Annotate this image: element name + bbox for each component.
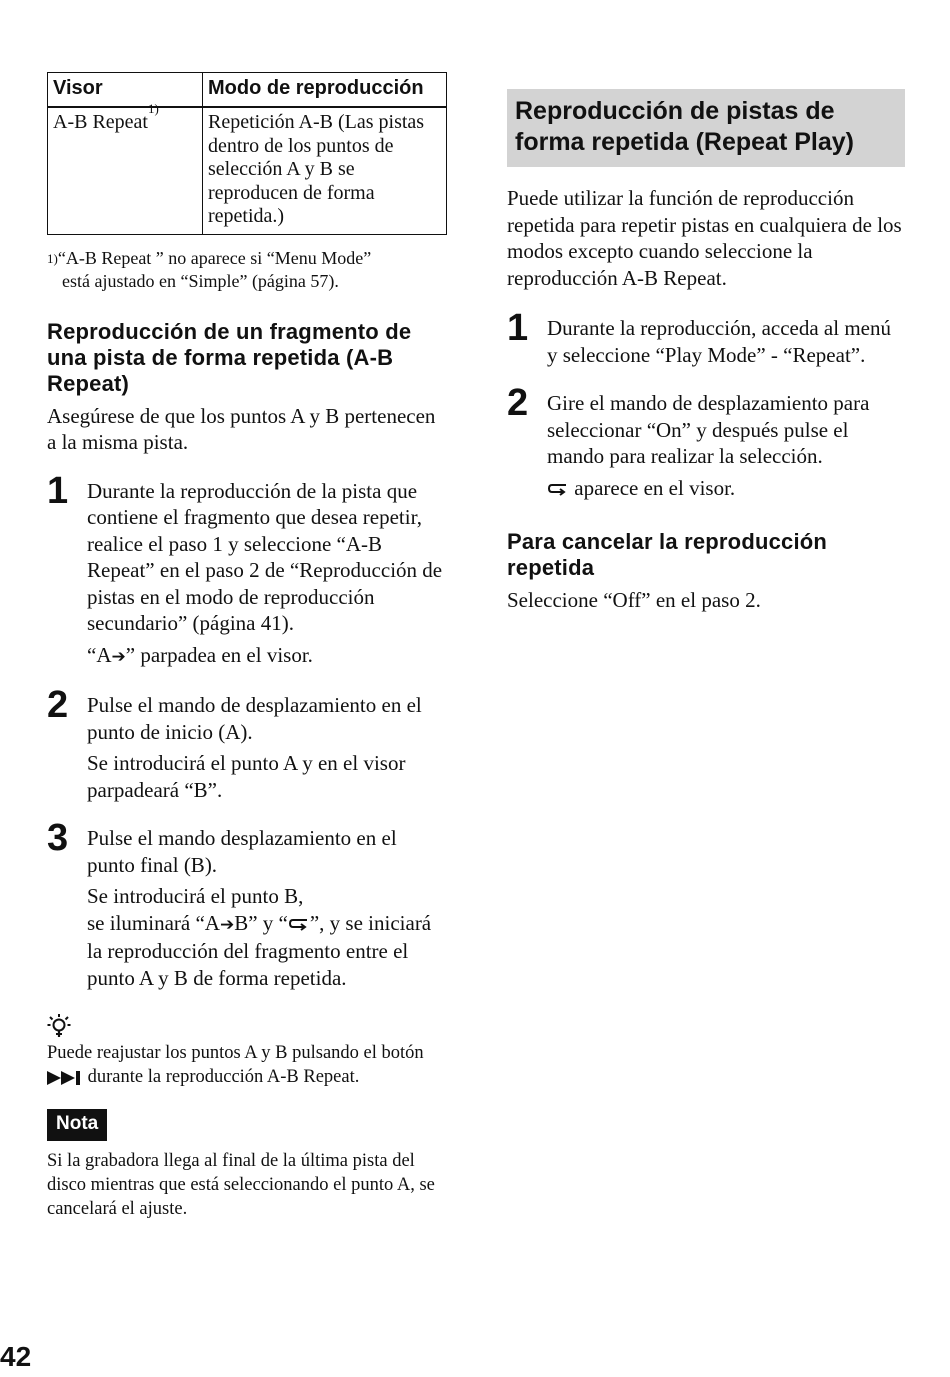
- repeat-step-2: [507, 382, 905, 501]
- ab-repeat-heading: Reproducción de un fragmento de una pista de forma repetida (A-B Repeat): [47, 318, 412, 396]
- display-mode-table: [47, 72, 447, 235]
- cancel-heading: Para cancelar la reproducción repetida: [507, 529, 828, 580]
- repeat-icon: [288, 917, 310, 933]
- ab-repeat-intro: Asegúrese de que los puntos A y B pertenecen a la misma pista.: [47, 403, 436, 454]
- table-cell-display: A-B Repeat$^{1)}$: [48, 107, 203, 234]
- ab-step-3: [47, 817, 447, 991]
- right-column: [507, 89, 905, 614]
- repeat-step-1: [507, 307, 905, 368]
- next-track-icon: [47, 1071, 83, 1085]
- page-number: 42: [0, 1341, 32, 1372]
- step-number: 2: [507, 382, 529, 424]
- table-row: [48, 107, 447, 234]
- step-text: Gire el mando de desplazamiento para seleccionar “On” y después pulse el mando para realizar la selección.: [547, 391, 870, 468]
- step-number: 1: [47, 469, 69, 512]
- step-result: aparece en el visor.: [547, 475, 905, 502]
- footnote-ref: 1): [147, 101, 159, 116]
- step-result: “A➔” parpadea en el visor.: [87, 642, 313, 667]
- step-text: Durante la reproducción, acceda al menú y seleccione “Play Mode” - “Repeat”.: [547, 316, 891, 367]
- table-header-visor: Visor: [48, 73, 203, 108]
- repeat-intro: Puede utilizar la función de reproducción repetida para repetir pistas en cualquiera de los modos excepto cuando seleccione la reproducción A-B Repeat.: [507, 186, 902, 290]
- step-text: Pulse el mando de desplazamiento en el punto de inicio (A).: [87, 693, 422, 744]
- section-title: Reproducción de pistas de forma repetida (Repeat Play): [515, 97, 854, 156]
- step-number: 2: [47, 684, 69, 726]
- arrow-icon: ➔: [219, 914, 235, 935]
- footnote-line-2: está ajustado en “Simple” (página 57).: [62, 270, 339, 291]
- ab-step-2: [47, 684, 447, 803]
- table-header-mode: Modo de reproducción: [203, 73, 447, 108]
- note-label: Nota: [47, 1109, 107, 1141]
- note-text: Si la grabadora llega al final de la última pista del disco mientras que está seleccionando el punto A, se cancelará el ajuste.: [47, 1151, 435, 1219]
- footnote-line-1: “A-B Repeat ” no aparece si “Menu Mode”: [57, 247, 372, 268]
- step-number: 3: [47, 817, 69, 859]
- step-text: Durante la reproducción de la pista que contiene el fragmento que desea repetir, realice el paso 1 y seleccione “A-B Repeat” en el paso 2 de “Reproducción de pistas en el modo de reproducción secundario” (página 41).: [87, 478, 443, 635]
- table-cell-mode: Repetición A-B (Las pistas dentro de los puntos de selección A y B se reproducen de forma repetida.): [203, 107, 447, 234]
- step-result: Se introducirá el punto A y en el visor parpadeará “B”.: [87, 751, 406, 802]
- section-title-box: [507, 89, 905, 167]
- lightbulb-icon: [47, 1013, 447, 1039]
- ab-step-1: [47, 469, 447, 671]
- step-result: Se introducirá el punto B, se iluminará “A➔B” y “ ”, y se iniciará la reproducción del fragmento entre el punto A y B de forma repetida.: [87, 884, 432, 990]
- table-header-row: [48, 73, 447, 108]
- left-column: [47, 72, 447, 1221]
- tip-text: Puede reajustar los puntos A y B pulsando el botón durante la reproducción A-B Repeat.: [47, 1043, 424, 1087]
- step-number: 1: [507, 307, 529, 349]
- footnote-mark: 1): [47, 250, 58, 266]
- arrow-icon: ➔: [111, 646, 126, 667]
- repeat-icon: [547, 482, 569, 498]
- cancel-text: Seleccione “Off” en el paso 2.: [507, 588, 761, 612]
- step-text: Pulse el mando desplazamiento en el punto final (B).: [87, 826, 397, 877]
- footnote: [47, 247, 447, 293]
